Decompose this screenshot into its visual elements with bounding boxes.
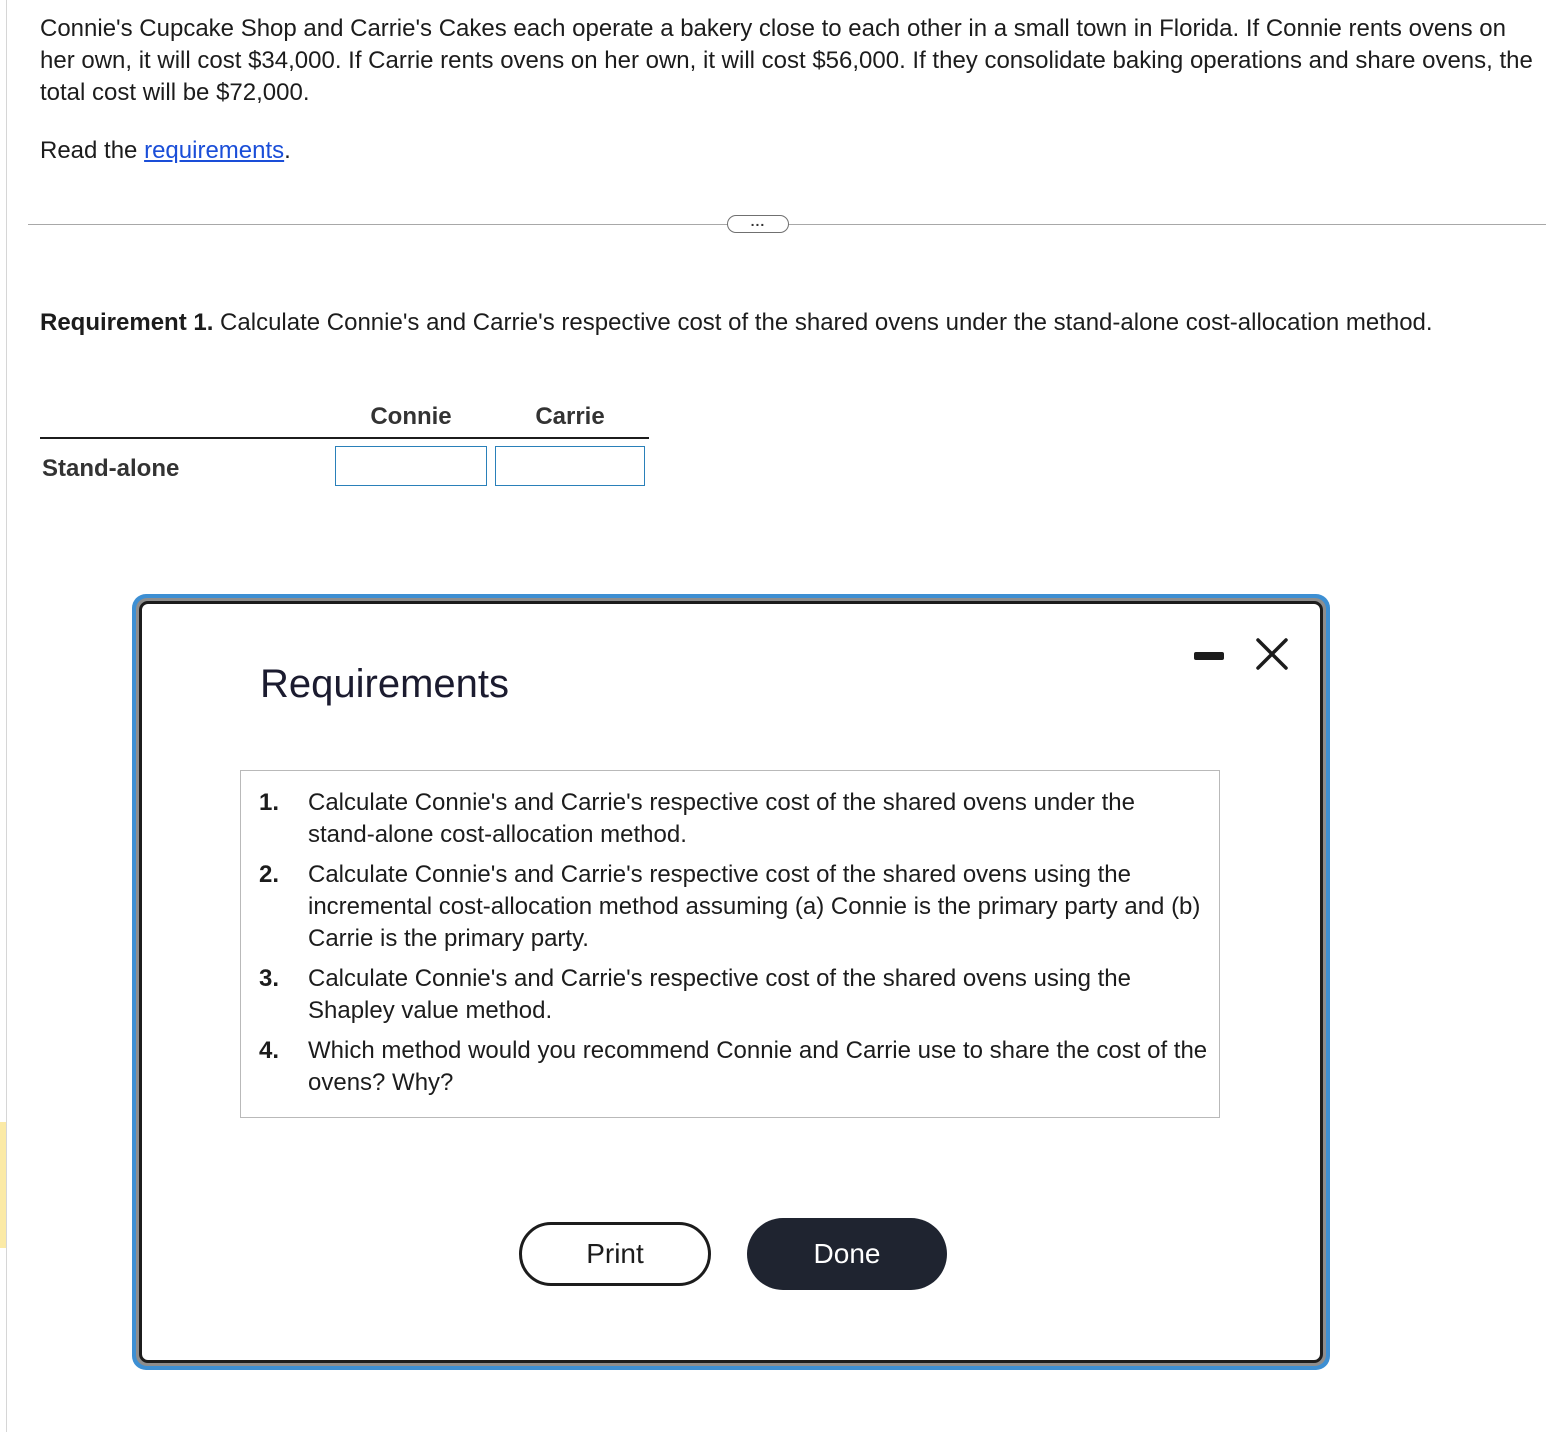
left-margin-highlight bbox=[0, 1122, 6, 1248]
requirement-1-label: Requirement 1. bbox=[40, 309, 214, 336]
dialog-title: Requirements bbox=[260, 662, 510, 706]
table-header-rule bbox=[40, 437, 649, 439]
list-item-number: 3. bbox=[259, 965, 280, 992]
read-requirements-line bbox=[40, 135, 291, 167]
list-item-text: Which method would you recommend Connie and Carrie use to share the cost of the ovens? Why? bbox=[308, 1037, 1208, 1096]
expand-more-button[interactable]: ... bbox=[727, 215, 789, 233]
row-label-stand-alone: Stand-alone bbox=[42, 455, 180, 482]
list-item-text: Calculate Connie's and Carrie's respective cost of the shared ovens under the stand-alone cost-allocation method. bbox=[308, 789, 1135, 848]
requirements-dialog-focus-ring bbox=[132, 594, 1330, 1370]
stand-alone-connie-input[interactable] bbox=[335, 446, 487, 486]
list-item-number: 1. bbox=[259, 789, 280, 816]
stand-alone-carrie-input[interactable] bbox=[495, 446, 645, 486]
list-item-number: 2. bbox=[259, 861, 280, 888]
requirements-dialog-frame bbox=[136, 598, 1326, 1366]
requirements-link[interactable]: requirements bbox=[144, 137, 285, 164]
problem-intro: Connie's Cupcake Shop and Carrie's Cakes each operate a bakery close to each other in a small town in Florida. If Connie rents ovens on her own, it will cost $34,000. If Carrie rents ovens on her own, it will cost $56,000. If they consolidate baking operations and share ovens, the total cost will be $72,000. bbox=[40, 15, 1533, 106]
requirement-1-heading bbox=[40, 307, 1500, 339]
minimize-icon[interactable] bbox=[1194, 652, 1224, 660]
requirements-list bbox=[240, 770, 1220, 1118]
list-item-number: 4. bbox=[259, 1037, 280, 1064]
read-prefix: Read the bbox=[40, 137, 145, 164]
requirement-1-text: Calculate Connie's and Carrie's respective cost of the shared ovens under the stand-alone cost-allocation method. bbox=[213, 309, 1433, 336]
requirements-dialog bbox=[139, 601, 1323, 1363]
done-button[interactable]: Done bbox=[747, 1218, 947, 1290]
read-suffix: . bbox=[284, 137, 291, 164]
list-item-text: Calculate Connie's and Carrie's respective cost of the shared ovens using the incremental cost-allocation method assuming (a) Connie is the primary party and (b) Carrie is the primary party. bbox=[308, 861, 1201, 952]
list-item-text: Calculate Connie's and Carrie's respective cost of the shared ovens using the Shapley value method. bbox=[308, 965, 1131, 1024]
column-header-connie: Connie bbox=[370, 403, 452, 430]
left-margin-rule bbox=[6, 0, 7, 1432]
close-icon[interactable] bbox=[1250, 632, 1294, 676]
column-header-carrie: Carrie bbox=[535, 403, 605, 430]
print-button[interactable]: Print bbox=[519, 1222, 711, 1286]
